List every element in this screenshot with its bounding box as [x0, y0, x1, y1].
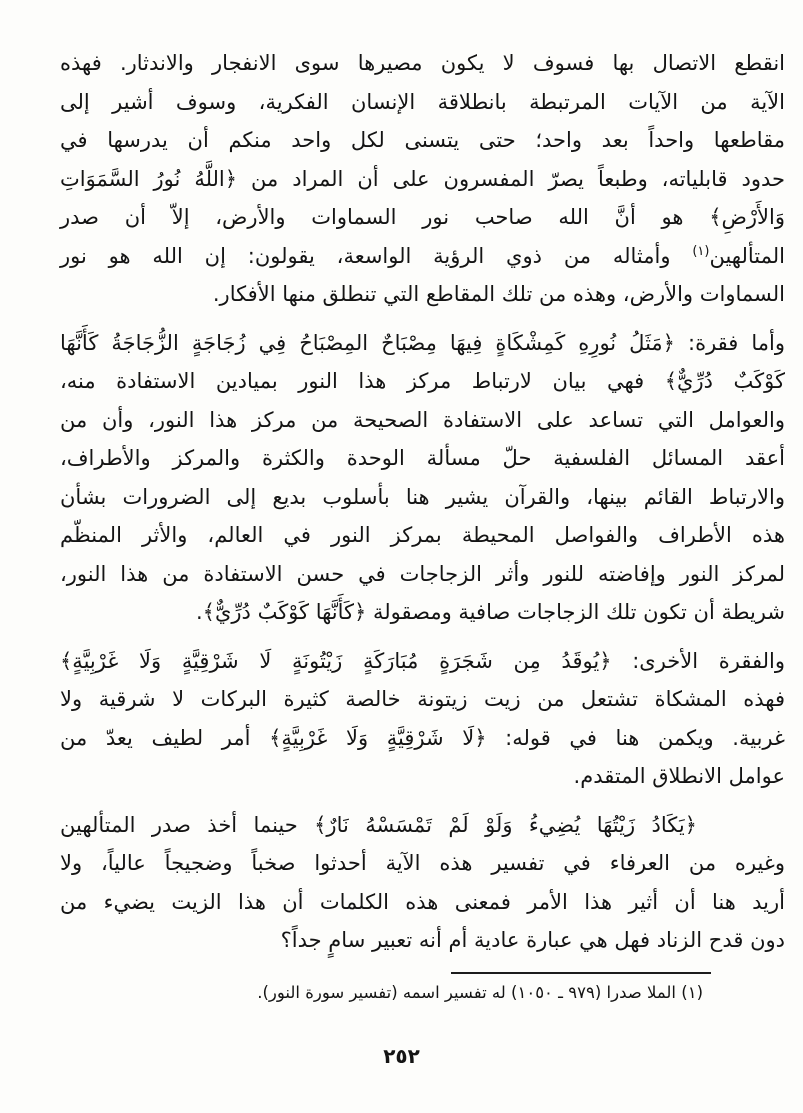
footnote-area	[60, 972, 785, 1005]
text-line: والعوامل التي تساعد على الاستفادة الصحيحة من مركز هذا النور، وأن من	[60, 407, 785, 432]
text-line: انقطع الاتصال بها فسوف لا يكون مصيرها سوى الانفجار والاندثار. فهذه	[60, 51, 785, 75]
text-line: أريد هنا أن أثير هذا الأمر فمعنى هذه الكلمات أن هذا الزيت يضيء من	[60, 889, 785, 914]
text-line: فهذه المشكاة تشتعل من زيت زيتونة خالصة كثيرة البركات لا شرقية ولا	[60, 687, 785, 711]
text-line: مقاطعها واحداً بعد واحد؛ حتى يتسنى لكل واحد منكم أن يدرسها في	[60, 128, 785, 152]
text-line: دون قدح الزناد فهل هي عبارة عادية أم أنه تعبير سامٍ جداً؟	[280, 928, 785, 952]
text-line: السماوات والأرض، وهذه من تلك المقاطع التي تنطلق منها الأفكار.	[212, 282, 785, 306]
text-line: حدود قابلياته، وطبعاً يصرّ المفسرون على أن المراد من ﴿اللَّهُ نُورُ السَّمَوَاتِ	[60, 166, 785, 191]
text-line: عوامل الانطلاق المتقدم.	[573, 764, 785, 788]
text-segment: المتألهين	[709, 243, 785, 268]
paragraph-1	[60, 44, 785, 314]
text-line: وأما فقرة: ﴿مَثَلُ نُورِهِ كَمِشْكَاةٍ فِيهَا مِصْبَاحٌ المِصْبَاحُ فِي زُجَاجَةٍ الزُّجَاجَةُ كَأَنَّهَا	[60, 330, 785, 355]
text-line: غربية. ويكمن هنا في قوله: ﴿لَا شَرْقِيَّةٍ وَلَا غَرْبِيَّةٍ﴾ أمر لطيف يعدّ من	[60, 725, 785, 750]
text-line: والفقرة الأخرى: ﴿يُوقَدُ مِن شَجَرَةٍ مُبَارَكَةٍ زَيْتُونَةٍ لَا شَرْقِيَّةٍ وَلَا غَرْبِيَّةٍ﴾	[60, 648, 785, 673]
text-line: الآية من الآيات المرتبطة بانطلاقة الإنسان الفكرية، وسوف أشير إلى	[60, 89, 785, 114]
text-line: كَوْكَبٌ دُرِّيٌّ﴾ فهي بيان لارتباط مركز هذا النور بميادين الاستفادة منه،	[60, 369, 785, 393]
text-line: هذه الأطراف والفواصل المحيطة بمركز النور في العالم، والأثر المنظّم	[60, 523, 785, 547]
text-line: والارتباط القائم بينها، والقرآن يشير هنا بأسلوب بديع إلى الضرورات بشأن	[60, 484, 785, 509]
paragraph-2	[60, 324, 785, 632]
text-line: وغيره من العرفاء في تفسير هذه الآية أحدثوا صخباً وضجيجاً عالياً، ولا	[60, 851, 785, 875]
main-text	[60, 0, 785, 970]
paragraph-3	[60, 642, 785, 796]
footnote-ref-marker: (١)	[692, 243, 710, 259]
text-line: وَالأَرْضِ﴾ هو أنَّ الله صاحب نور السماوات والأرض، إلاّ أن صدر	[60, 205, 785, 229]
footnote: (١) الملا صدرا (٩٧٩ ـ ١٠٥٠) له تفسير اسمه (تفسير سورة النور).	[257, 983, 703, 1002]
text-line: أعقد المسائل الفلسفية حلّ مسألة الوحدة والكثرة والمركز والأطراف،	[60, 446, 785, 470]
footnote-separator	[451, 972, 711, 974]
text-segment: وأمثاله من ذوي الرؤية الواسعة، يقولون: إن الله هو نور	[60, 243, 671, 268]
paragraph-4	[60, 806, 785, 960]
text-line: ﴿يَكَادُ زَيْتُهَا يُضِيءُ وَلَوْ لَمْ تَمْسَسْهُ نَارٌ﴾ حينما أخذ صدر المتألهين	[60, 812, 697, 837]
page-number: ٢٥٢	[383, 1044, 420, 1068]
text-line	[60, 237, 785, 276]
text-line: شريطة أن تكون تلك الزجاجات صافية ومصقولة ﴿كَأَنَّهَا كَوْكَبٌ دُرِّيٌّ﴾.	[196, 600, 785, 624]
text-line: لمركز النور وإفاضته للنور وأثر الزجاجات في حسن الاستفادة من هذا النور،	[60, 561, 785, 586]
